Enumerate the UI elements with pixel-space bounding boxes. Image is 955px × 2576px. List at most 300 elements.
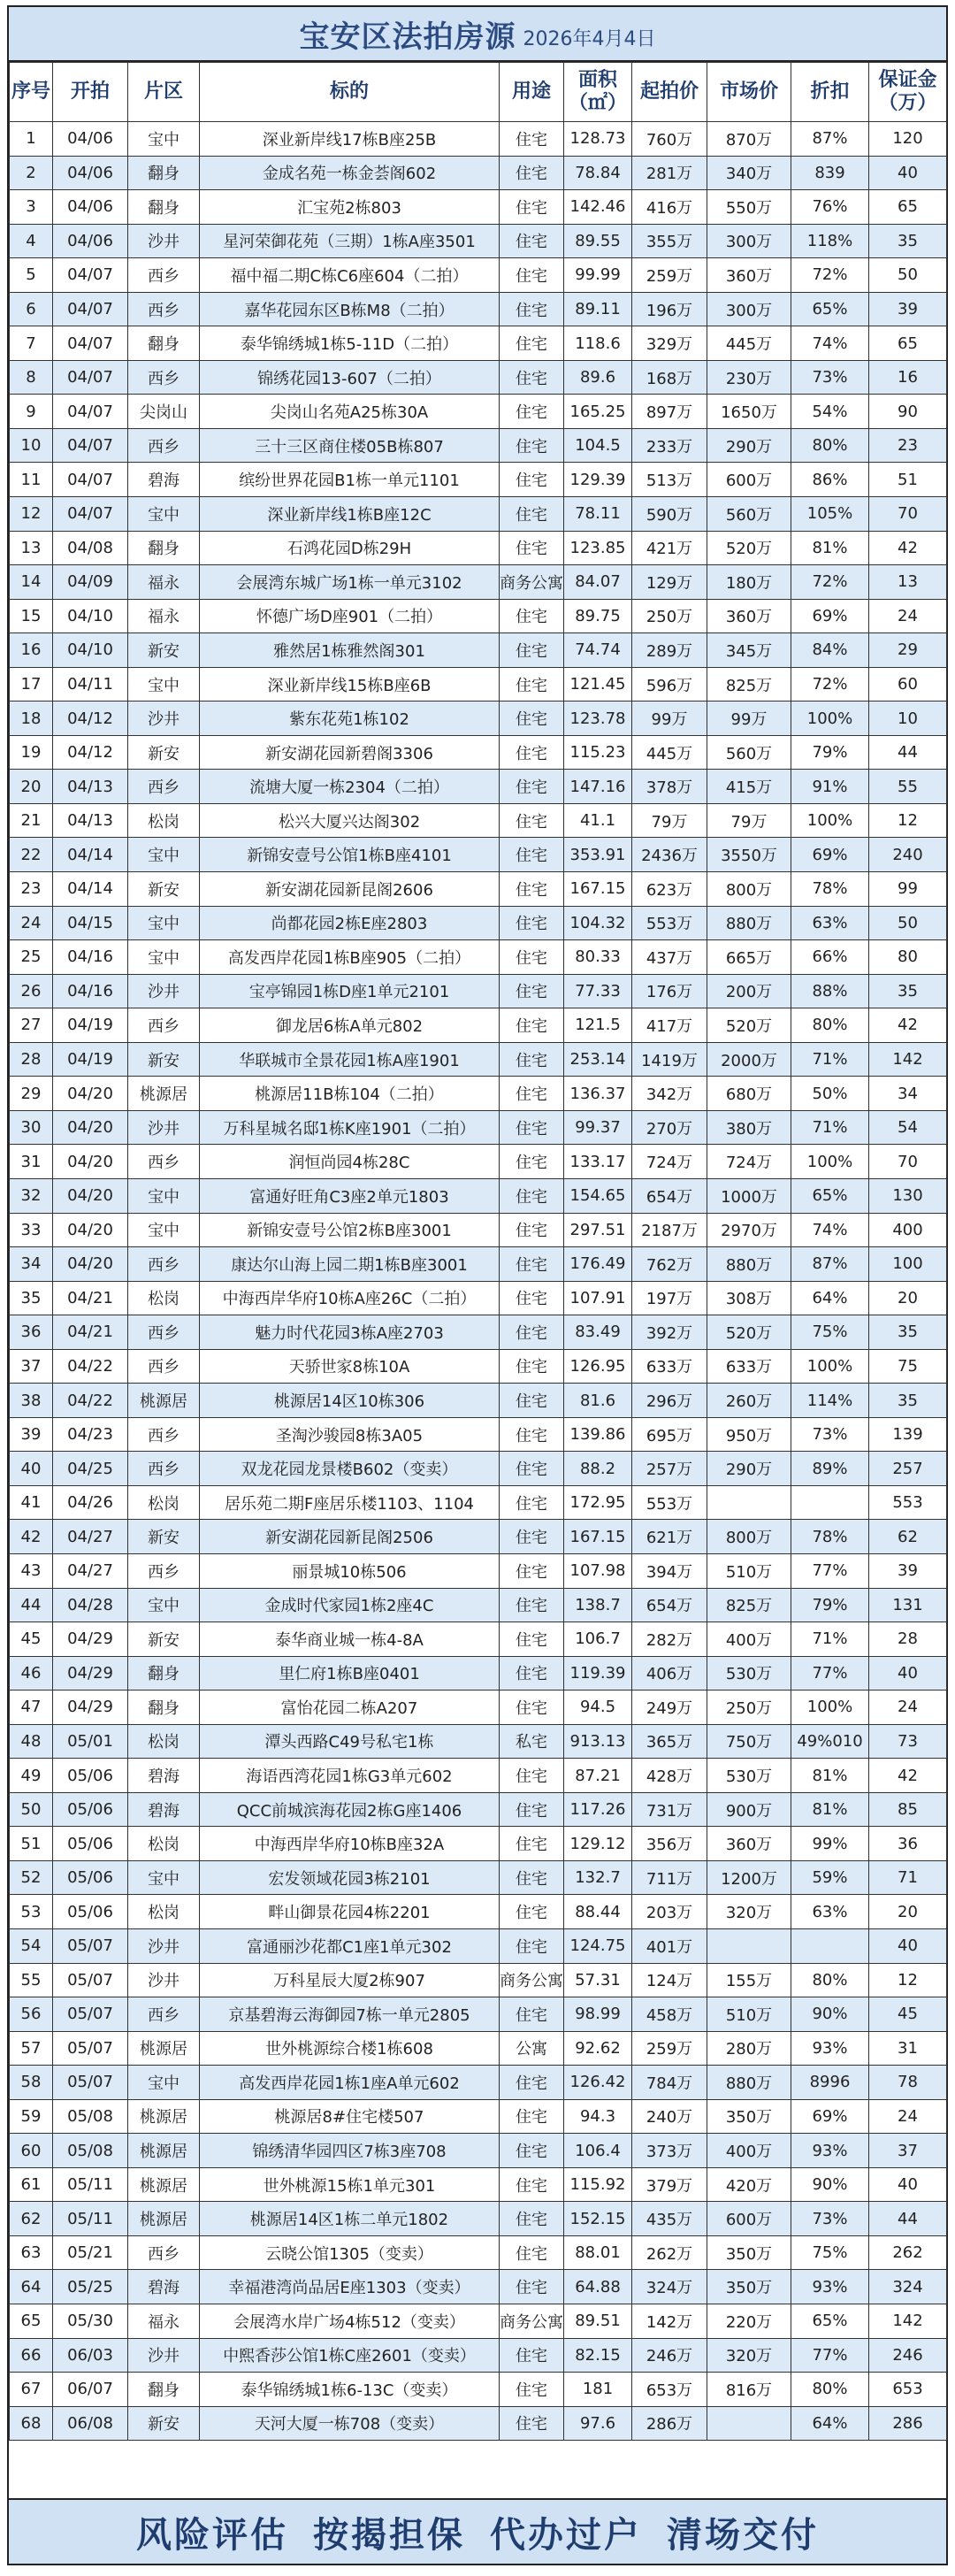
cell-discount: 64% [791,2406,869,2441]
cell-date: 05/06 [53,1895,128,1929]
cell-seq: 15 [10,599,53,633]
cell-market-price: 750万 [707,1724,791,1759]
cell-deposit: 10 [869,702,947,736]
cell-market-price: 350万 [707,2099,791,2134]
cell-district: 沙井 [128,2338,200,2373]
table-row [10,1042,947,1077]
cell-market-price: 633万 [707,1349,791,1384]
cell-deposit: 24 [869,599,947,633]
table-row [10,735,947,770]
cell-deposit: 130 [869,1178,947,1213]
cell-deposit: 653 [869,2373,947,2407]
page-date: 2026年4月4日 [523,27,656,50]
cell-discount: 100% [791,803,869,838]
cell-deposit: 40 [869,156,947,190]
cell-date: 04/13 [53,803,128,838]
cell-seq: 40 [10,1452,53,1486]
cell-area: 165.25 [564,395,632,429]
cell-seq: 49 [10,1759,53,1793]
table-row [10,702,947,736]
cell-usage: 住宅 [500,1145,564,1179]
cell-deposit: 20 [869,1895,947,1929]
cell-market-price: 155万 [707,1963,791,1997]
cell-start-price: 249万 [632,1690,707,1725]
cell-market-price: 600万 [707,2202,791,2236]
cell-usage: 住宅 [500,2373,564,2407]
cell-district: 西乡 [128,1997,200,2032]
cell-deposit: 51 [869,463,947,497]
cell-area: 297.51 [564,1213,632,1247]
cell-start-price: 168万 [632,360,707,395]
cell-usage: 住宅 [500,2270,564,2304]
cell-market-price: 600万 [707,463,791,497]
cell-market-price: 400万 [707,2134,791,2168]
cell-start-price: 435万 [632,2202,707,2236]
cell-seq: 5 [10,258,53,293]
cell-usage: 住宅 [500,838,564,872]
cell-area: 104.5 [564,428,632,463]
table-row [10,1928,947,1963]
table-row [10,2134,947,2168]
cell-date: 04/27 [53,1553,128,1588]
table-row [10,1417,947,1452]
cell-seq: 57 [10,2031,53,2066]
table-row [10,872,947,907]
cell-usage: 住宅 [500,1759,564,1793]
cell-seq: 59 [10,2099,53,2134]
cell-seq: 18 [10,702,53,736]
cell-district: 西乡 [128,1315,200,1350]
cell-seq: 66 [10,2338,53,2373]
cell-usage: 住宅 [500,326,564,361]
cell-area: 123.85 [564,531,632,565]
cell-discount: 73% [791,1417,869,1452]
col-header-discount: 折扣 [791,63,869,122]
cell-usage: 住宅 [500,1622,564,1657]
cell-date: 04/29 [53,1690,128,1725]
cell-listing: 万科星城名邸1栋K座1901（二拍） [200,1110,500,1145]
cell-market-price: 880万 [707,906,791,940]
cell-date: 05/07 [53,2031,128,2066]
cell-discount: 73% [791,360,869,395]
cell-district: 福永 [128,599,200,633]
cell-market-price: 1000万 [707,1178,791,1213]
cell-usage: 住宅 [500,872,564,907]
cell-area: 89.51 [564,2304,632,2339]
cell-discount: 72% [791,258,869,293]
cell-discount: 49%010 [791,1724,869,1759]
cell-date: 04/26 [53,1485,128,1520]
cell-deposit: 55 [869,770,947,804]
cell-start-price: 553万 [632,1485,707,1520]
cell-start-price: 373万 [632,2134,707,2168]
cell-listing: 锦绣清华园四区7栋3座708 [200,2134,500,2168]
cell-discount: 90% [791,2167,869,2202]
cell-usage: 住宅 [500,428,564,463]
cell-usage: 住宅 [500,1315,564,1350]
cell-listing: 宏发领域花园3栋2101 [200,1860,500,1895]
table-row [10,1553,947,1588]
cell-market-price: 445万 [707,326,791,361]
cell-market-price: 816万 [707,2373,791,2407]
cell-listing: 金成名苑一栋金荟阁602 [200,156,500,190]
table-row [10,1827,947,1861]
cell-start-price: 250万 [632,599,707,633]
cell-seq: 29 [10,1077,53,1111]
cell-deposit: 36 [869,1827,947,1861]
cell-discount: 8996 [791,2066,869,2100]
cell-district: 西乡 [128,770,200,804]
cell-discount: 78% [791,872,869,907]
cell-listing: 桃源居14区1栋二单元1802 [200,2202,500,2236]
cell-seq: 10 [10,428,53,463]
cell-start-price: 259万 [632,2031,707,2066]
cell-area: 84.07 [564,565,632,600]
cell-market-price: 530万 [707,1759,791,1793]
page-title: 宝安区法拍房源 [299,19,516,55]
cell-usage: 住宅 [500,2406,564,2441]
table-row [10,633,947,668]
cell-date: 05/07 [53,2066,128,2100]
cell-start-price: 342万 [632,1077,707,1111]
cell-discount: 84% [791,633,869,668]
cell-date: 05/07 [53,1963,128,1997]
cell-listing: 中海西岸华府10栋B座32A [200,1827,500,1861]
cell-date: 04/09 [53,565,128,600]
cell-discount: 91% [791,770,869,804]
cell-market-price: 724万 [707,1145,791,1179]
cell-usage: 住宅 [500,1485,564,1520]
cell-discount: 65% [791,1178,869,1213]
cell-listing: 嘉华花园东区B栋M8（二拍） [200,292,500,326]
cell-date: 04/28 [53,1588,128,1622]
cell-date: 05/01 [53,1724,128,1759]
cell-date: 04/06 [53,122,128,157]
cell-seq: 51 [10,1827,53,1861]
cell-date: 04/06 [53,156,128,190]
cell-listing: 富通好旺角C3座2单元1803 [200,1178,500,1213]
cell-usage: 住宅 [500,1077,564,1111]
cell-listing: 泰华锦绣城1栋6-13C（变卖） [200,2373,500,2407]
table-row [10,1622,947,1657]
cell-market-price [707,1928,791,1963]
cell-discount: 71% [791,1622,869,1657]
cell-deposit: 12 [869,1963,947,1997]
cell-usage: 商务公寓 [500,1963,564,1997]
cell-discount: 50% [791,1077,869,1111]
cell-listing: 新安湖花园新昆阁2506 [200,1520,500,1554]
cell-discount: 87% [791,1247,869,1282]
cell-seq: 3 [10,190,53,225]
cell-discount: 72% [791,565,869,600]
table-row [10,1110,947,1145]
cell-district: 福永 [128,2304,200,2339]
cell-market-price: 800万 [707,872,791,907]
cell-listing: 康达尔山海上园二期1栋B座3001 [200,1247,500,1282]
cell-discount: 839 [791,156,869,190]
cell-discount: 100% [791,1690,869,1725]
cell-usage: 住宅 [500,1247,564,1282]
cell-area: 41.1 [564,803,632,838]
cell-market-price: 320万 [707,2338,791,2373]
cell-usage: 公寓 [500,2031,564,2066]
cell-area: 124.75 [564,1928,632,1963]
cell-usage: 住宅 [500,1042,564,1077]
cell-district: 西乡 [128,1247,200,1282]
cell-district: 沙井 [128,1110,200,1145]
cell-area: 115.92 [564,2167,632,2202]
cell-deposit: 286 [869,2406,947,2441]
footer-item: 代办过户 [490,2514,642,2556]
cell-discount: 80% [791,1008,869,1043]
cell-seq: 48 [10,1724,53,1759]
cell-market-price: 230万 [707,360,791,395]
cell-listing: 天河大厦一栋708（变卖） [200,2406,500,2441]
cell-discount: 80% [791,2373,869,2407]
cell-listing: 深业新岸线1栋B座12C [200,497,500,532]
cell-area: 88.2 [564,1452,632,1486]
cell-discount: 87% [791,122,869,157]
cell-discount: 71% [791,1110,869,1145]
cell-listing: 中海西岸华府10栋A座26C（二拍） [200,1281,500,1315]
cell-area: 123.78 [564,702,632,736]
cell-usage: 商务公寓 [500,2304,564,2339]
table-row [10,1759,947,1793]
cell-start-price: 289万 [632,633,707,668]
cell-area: 99.37 [564,1110,632,1145]
cell-listing: 万科星辰大厦2栋907 [200,1963,500,1997]
cell-seq: 61 [10,2167,53,2202]
cell-discount: 90% [791,1997,869,2032]
cell-district: 宝中 [128,1860,200,1895]
cell-usage: 住宅 [500,2338,564,2373]
cell-deposit: 40 [869,1928,947,1963]
cell-listing: 石鸿花园D栋29H [200,531,500,565]
cell-usage: 住宅 [500,633,564,668]
cell-area: 115.23 [564,735,632,770]
cell-usage: 住宅 [500,599,564,633]
cell-discount: 79% [791,735,869,770]
cell-market-price: 800万 [707,1520,791,1554]
table-row [10,1656,947,1690]
cell-district: 尖岗山 [128,395,200,429]
cell-area: 139.86 [564,1417,632,1452]
cell-usage: 住宅 [500,667,564,702]
cell-date: 04/15 [53,906,128,940]
cell-deposit: 39 [869,1553,947,1588]
table-row [10,1724,947,1759]
cell-seq: 25 [10,940,53,975]
cell-deposit: 16 [869,360,947,395]
cell-start-price: 2187万 [632,1213,707,1247]
cell-deposit: 324 [869,2270,947,2304]
cell-date: 05/07 [53,1928,128,1963]
cell-deposit: 246 [869,2338,947,2373]
cell-market-price: 350万 [707,2235,791,2270]
cell-usage: 住宅 [500,940,564,975]
cell-discount: 100% [791,1145,869,1179]
cell-district: 桃源居 [128,1384,200,1418]
table-header-row [10,63,947,122]
cell-area: 121.45 [564,667,632,702]
cell-district: 松岗 [128,1895,200,1929]
cell-listing: 泰华锦绣城1栋5-11D（二拍） [200,326,500,361]
cell-area: 89.75 [564,599,632,633]
cell-market-price: 1650万 [707,395,791,429]
cell-area: 126.95 [564,1349,632,1384]
cell-district: 碧海 [128,463,200,497]
table-row [10,770,947,804]
cell-deposit: 240 [869,838,947,872]
cell-district: 新安 [128,633,200,668]
cell-seq: 9 [10,395,53,429]
cell-start-price: 246万 [632,2338,707,2373]
cell-discount: 93% [791,2270,869,2304]
cell-district: 沙井 [128,702,200,736]
cell-deposit: 70 [869,497,947,532]
cell-market-price: 880万 [707,1247,791,1282]
cell-seq: 32 [10,1178,53,1213]
cell-start-price: 621万 [632,1520,707,1554]
cell-listing: 新锦安壹号公馆1栋B座4101 [200,838,500,872]
cell-start-price: 406万 [632,1656,707,1690]
table-row [10,122,947,157]
cell-market-price: 99万 [707,702,791,736]
cell-discount: 74% [791,1213,869,1247]
cell-deposit: 35 [869,224,947,258]
cell-date: 06/08 [53,2406,128,2441]
table-row [10,190,947,225]
table-row [10,428,947,463]
cell-area: 78.84 [564,156,632,190]
cell-start-price: 416万 [632,190,707,225]
cell-start-price: 379万 [632,2167,707,2202]
cell-seq: 2 [10,156,53,190]
col-header-date: 开拍 [53,63,128,122]
cell-seq: 24 [10,906,53,940]
cell-area: 104.32 [564,906,632,940]
cell-market-price: 510万 [707,1553,791,1588]
cell-date: 04/19 [53,1042,128,1077]
cell-discount: 88% [791,974,869,1008]
cell-market-price: 360万 [707,1827,791,1861]
cell-deposit: 50 [869,258,947,293]
cell-listing: 中熙香莎公馆1栋C座2601（变卖） [200,2338,500,2373]
cell-area: 176.49 [564,1247,632,1282]
cell-area: 119.39 [564,1656,632,1690]
cell-start-price: 281万 [632,156,707,190]
cell-deposit: 44 [869,2202,947,2236]
cell-usage: 住宅 [500,1553,564,1588]
table-row [10,1247,947,1282]
cell-seq: 17 [10,667,53,702]
cell-date: 04/22 [53,1349,128,1384]
cell-district: 桃源居 [128,2099,200,2134]
cell-district: 宝中 [128,2066,200,2100]
cell-market-price: 415万 [707,770,791,804]
cell-area: 118.6 [564,326,632,361]
cell-discount: 81% [791,1792,869,1827]
cell-date: 04/07 [53,292,128,326]
cell-seq: 52 [10,1860,53,1895]
cell-listing: 桃源居11B栋104（二拍） [200,1077,500,1111]
cell-start-price: 724万 [632,1145,707,1179]
cell-deposit: 20 [869,1281,947,1315]
table-row [10,2373,947,2407]
cell-date: 04/07 [53,258,128,293]
cell-area: 89.11 [564,292,632,326]
cell-listing: 世外桃源综合楼1栋608 [200,2031,500,2066]
cell-market-price: 380万 [707,1110,791,1145]
cell-deposit: 29 [869,633,947,668]
cell-start-price: 270万 [632,1110,707,1145]
cell-listing: 圣淘沙骏园8栋3A05 [200,1417,500,1452]
table-row [10,1213,947,1247]
footer-services [9,2498,946,2564]
cell-seq: 31 [10,1145,53,1179]
cell-discount: 100% [791,702,869,736]
cell-deposit: 37 [869,2134,947,2168]
cell-date: 04/11 [53,667,128,702]
cell-district: 西乡 [128,2235,200,2270]
cell-district: 松岗 [128,1827,200,1861]
cell-market-price: 2000万 [707,1042,791,1077]
table-row [10,1690,947,1725]
cell-listing: 高发西岸花园1栋B座905（二拍） [200,940,500,975]
cell-market-price: 520万 [707,1008,791,1043]
cell-start-price: 596万 [632,667,707,702]
table-row [10,2099,947,2134]
cell-market-price: 825万 [707,1588,791,1622]
cell-discount: 75% [791,1315,869,1350]
cell-seq: 63 [10,2235,53,2270]
cell-usage: 住宅 [500,2134,564,2168]
cell-district: 宝中 [128,1178,200,1213]
cell-seq: 44 [10,1588,53,1622]
cell-listing: 御龙居6栋A单元802 [200,1008,500,1043]
cell-discount: 78% [791,1520,869,1554]
cell-date: 04/29 [53,1656,128,1690]
cell-deposit: 45 [869,1997,947,2032]
cell-listing: 京基碧海云海御园7栋一单元2805 [200,1997,500,2032]
cell-listing: 新安湖花园新昆阁2606 [200,872,500,907]
cell-start-price: 513万 [632,463,707,497]
col-header-district: 片区 [128,63,200,122]
cell-listing: 里仁府1栋B座0401 [200,1656,500,1690]
cell-discount: 74% [791,326,869,361]
cell-seq: 67 [10,2373,53,2407]
cell-seq: 1 [10,122,53,157]
cell-date: 04/08 [53,531,128,565]
cell-deposit: 50 [869,906,947,940]
cell-usage: 住宅 [500,702,564,736]
cell-district: 碧海 [128,1759,200,1793]
table-row [10,838,947,872]
cell-date: 05/30 [53,2304,128,2339]
cell-seq: 56 [10,1997,53,2032]
cell-listing: 丽景城10栋506 [200,1553,500,1588]
cell-seq: 26 [10,974,53,1008]
cell-start-price: 760万 [632,122,707,157]
cell-area: 78.11 [564,497,632,532]
cell-usage: 住宅 [500,360,564,395]
cell-usage: 住宅 [500,395,564,429]
cell-deposit: 71 [869,1860,947,1895]
cell-usage: 住宅 [500,2235,564,2270]
cell-date: 05/25 [53,2270,128,2304]
cell-listing: 星河荣御花苑（三期）1栋A座3501 [200,224,500,258]
table-body [10,122,947,2441]
